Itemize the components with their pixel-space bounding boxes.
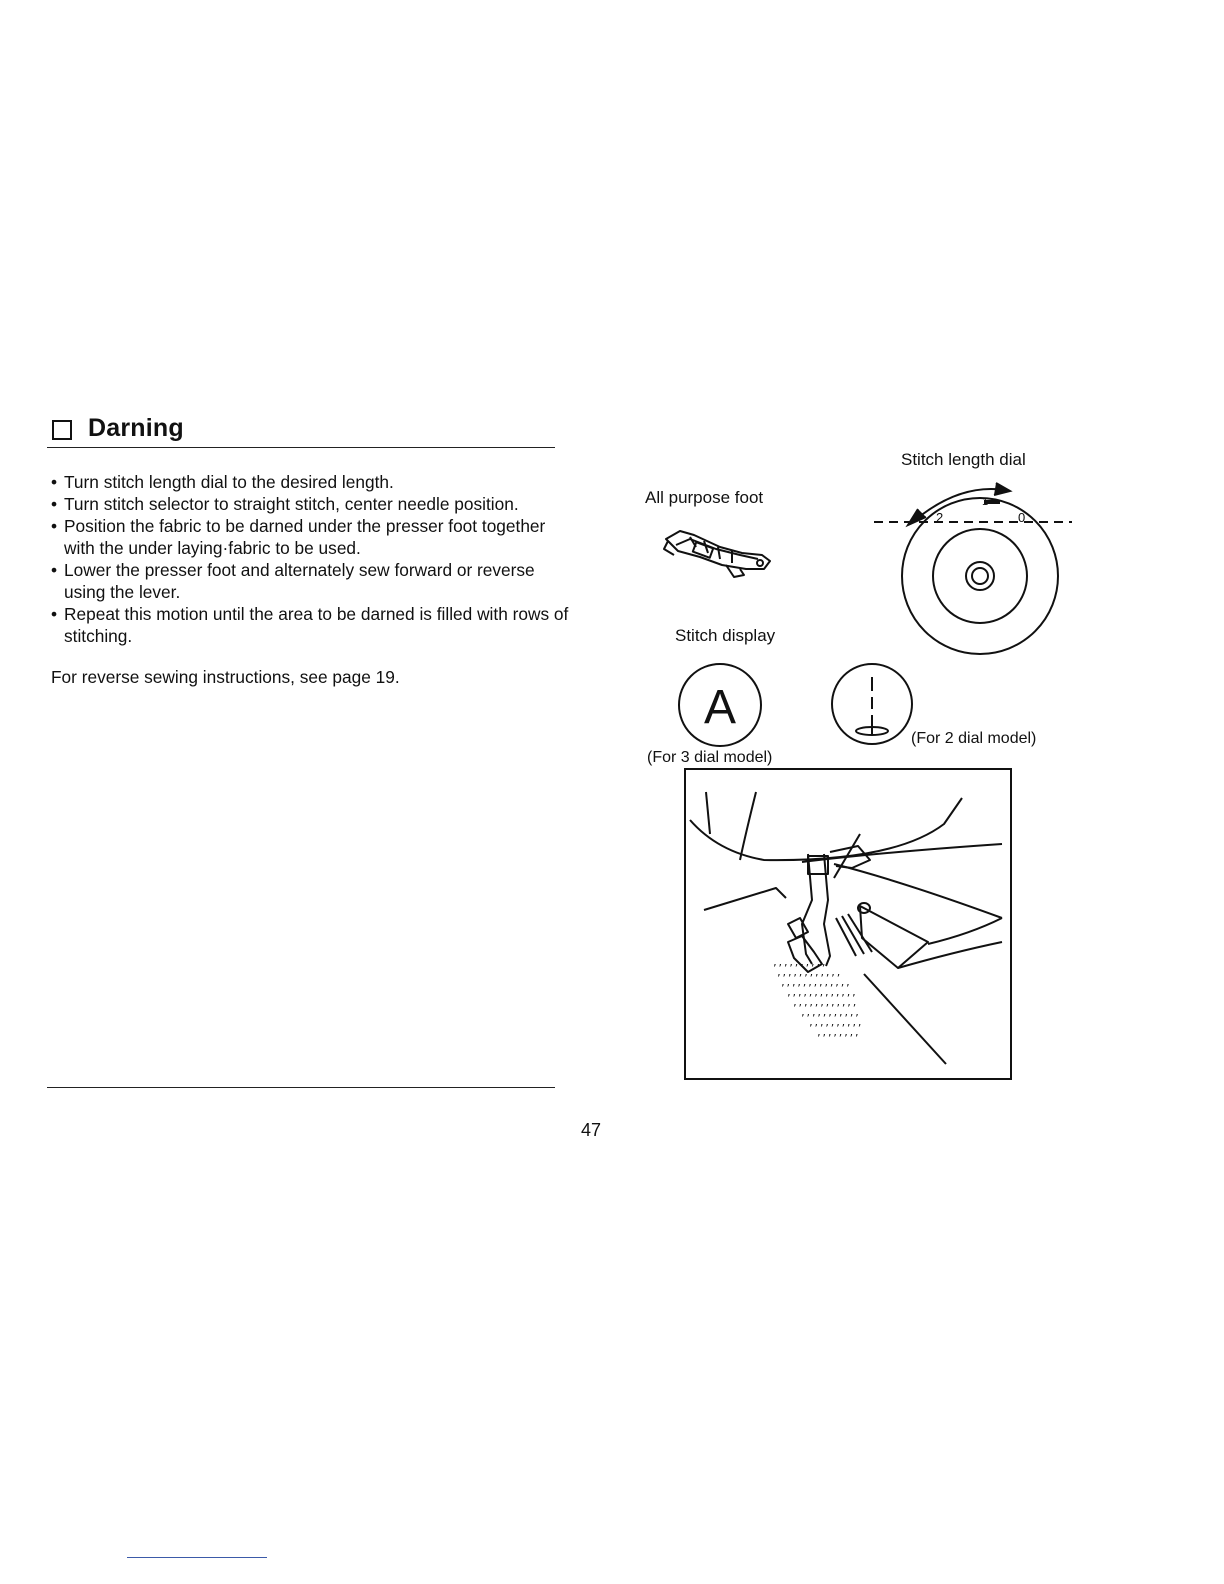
- reverse-sewing-note: For reverse sewing instructions, see page 19.: [51, 667, 400, 687]
- stitch-length-dial-icon: [872, 475, 1072, 660]
- stitch-display-straight-icon: [830, 663, 914, 747]
- title-rule: [47, 447, 555, 448]
- all-purpose-foot-label: All purpose foot: [645, 488, 764, 507]
- instruction-item: • Lower the presser foot and alternately sew forward or reverse using the lever.: [51, 559, 571, 603]
- dial-mark: 1: [982, 496, 989, 508]
- instruction-item: • Position the fabric to be darned under the presser foot together with the under laying·fabric to be used.: [51, 515, 571, 559]
- two-dial-caption: (For 2 dial model): [911, 730, 1037, 747]
- darning-illustration: [684, 768, 1012, 1080]
- footer-rule: [47, 1087, 555, 1088]
- stitch-display-letter: A: [703, 681, 737, 734]
- instruction-list: [51, 471, 571, 647]
- stitch-display-label: Stitch display: [675, 626, 776, 645]
- svg-text:’’’’’’’’: ’’’’’’’’: [816, 1034, 860, 1044]
- svg-text:’’’’’’’’’’: ’’’’’’’’’’: [808, 1024, 863, 1034]
- svg-text:’’’’’’’’’’’’: ’’’’’’’’’’’’: [792, 1004, 858, 1014]
- svg-text:’’’’’’’’’’’’’: ’’’’’’’’’’’’’: [786, 994, 857, 1004]
- dial-mark: 0: [1018, 510, 1026, 525]
- page-number: 47: [581, 1120, 602, 1140]
- instruction-item: • Turn stitch length dial to the desired length.: [51, 471, 571, 493]
- presser-foot-icon: [660, 525, 775, 585]
- instruction-item: • Repeat this motion until the area to be darned is filled with rows of stitching.: [51, 603, 571, 647]
- svg-text:’’’’’’’’’’’’’: ’’’’’’’’’’’’’: [780, 984, 851, 994]
- stitch-display-a-icon: [676, 663, 766, 751]
- svg-text:’’’’’’’’’’: ’’’’’’’’’’: [772, 964, 827, 974]
- stitch-length-dial-label: Stitch length dial: [901, 450, 1026, 469]
- instruction-item: • Turn stitch selector to straight stitch, center needle position.: [51, 493, 571, 515]
- dial-mark: 2: [936, 510, 944, 525]
- section-checkbox-icon: [52, 420, 72, 440]
- svg-text:’’’’’’’’’’’’: ’’’’’’’’’’’’: [776, 974, 842, 984]
- svg-text:’’’’’’’’’’’: ’’’’’’’’’’’: [800, 1014, 860, 1024]
- footer-link-underline: [127, 1557, 267, 1558]
- section-title: Darning: [88, 414, 184, 442]
- three-dial-caption: (For 3 dial model): [647, 749, 773, 766]
